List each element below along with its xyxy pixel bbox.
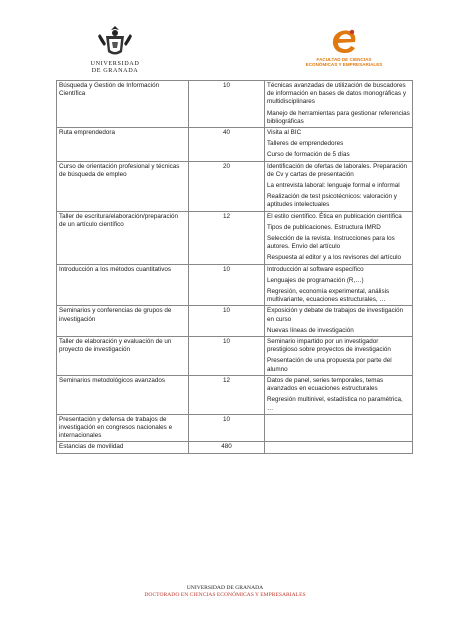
course-hours: 10 [189, 337, 265, 376]
course-name-cell [57, 211, 189, 264]
course-contents-cell [265, 161, 413, 211]
footer-university: UNIVERSIDAD DE GRANADA [186, 585, 264, 591]
course-name-cell [57, 161, 189, 211]
course-row [57, 375, 413, 414]
course-name: Curso de orientación profesional y técnicas de búsqueda de empleo [59, 162, 180, 178]
course-contents-cell [265, 128, 413, 162]
course-contents-cell [265, 442, 413, 453]
course-hours: 10 [189, 414, 265, 442]
course-content-item: Visita al BIC [267, 129, 302, 137]
faculty-e-icon [330, 29, 358, 55]
course-content-item: Talleres de emprendedores [267, 140, 344, 148]
course-name: Taller de elaboración y evaluación de un proyecto de investigación [59, 338, 172, 354]
course-content-item: La entrevista laboral: lenguaje formal e informal [267, 182, 400, 190]
course-name-cell [57, 306, 189, 337]
course-name: Seminarios y conferencias de grupos de investigación [59, 307, 172, 323]
faculty-logo [294, 29, 394, 67]
course-content-item: El estilo científico. Ética en publicación científica [267, 212, 402, 220]
course-hours: 10 [189, 306, 265, 337]
course-contents-cell [265, 337, 413, 376]
university-name-line2: DE GRANADA [91, 67, 139, 74]
course-name-cell [57, 264, 189, 306]
course-content-item: Manejo de herramientas para gestionar referencias bibliográficas [267, 109, 410, 125]
course-hours: 20 [189, 161, 265, 211]
course-name-cell [57, 337, 189, 376]
coat-of-arms-icon [96, 24, 134, 58]
course-content-item: Curso de formación de 5 días [267, 151, 350, 159]
course-name: Ruta emprendedora [59, 129, 116, 137]
course-content-item: Exposición y debate de trabajos de investigación en curso [267, 307, 404, 323]
course-row [57, 442, 413, 453]
course-hours: 480 [189, 442, 265, 453]
course-hours: 10 [189, 264, 265, 306]
course-row [57, 414, 413, 442]
course-row [57, 306, 413, 337]
course-name-cell [57, 414, 189, 442]
course-name: Presentación y defensa de trabajos de investigación en congresos nacionales e internacionales [59, 415, 173, 440]
course-name: Introducción a los métodos cuantitativos [59, 265, 172, 273]
course-content-item: Datos de panel, series temporales, temas avanzados en ecuaciones estructurales [267, 376, 384, 393]
course-content-item: Regresión, economía experimental, análisis multivariante, ecuaciones estructurales, … [267, 288, 390, 304]
university-logo [84, 24, 146, 74]
course-content-item: Técnicas avanzadas de utilización de buscadores de información en bases de datos monográficas y multidisciplinares [267, 82, 406, 106]
course-hours: 12 [189, 211, 265, 264]
courses-table-body [57, 81, 413, 454]
university-name-line1: UNIVERSIDAD [90, 60, 140, 67]
courses-table [56, 80, 413, 454]
course-content-item: Tipos de publicaciones. Estructura IMRD [267, 223, 381, 231]
course-content-item: Respuesta al editor y a los revisores del artículo [267, 254, 402, 262]
course-hours: 10 [189, 81, 265, 128]
course-content-item: Realización de test psicotécnicos: valoración y aptitudes intelectuales [267, 193, 397, 209]
course-name-cell [57, 375, 189, 414]
course-hours: 12 [189, 375, 265, 414]
faculty-name-line2: ECONÓMICAS Y EMPRESARIALES [305, 62, 383, 68]
course-content-item: Nuevas líneas de investigación [267, 326, 354, 334]
course-name: Seminarios metodológicos avanzados [59, 376, 166, 384]
course-contents-cell [265, 211, 413, 264]
course-content-item: Introducción al software específico [267, 265, 364, 273]
course-name: Estancias de movilidad [59, 443, 124, 451]
faculty-name-line1: FACULTAD DE CIENCIAS [316, 57, 372, 62]
page-footer [0, 585, 450, 599]
course-row [57, 161, 413, 211]
faculty-name [294, 57, 394, 67]
course-name: Taller de escritura/elaboración/preparación de un artículo científico [59, 212, 179, 228]
course-name: Búsqueda y Gestión de Información Científica [59, 82, 160, 98]
course-content-item: Presentación de una propuesta por parte del alumno [267, 357, 392, 373]
course-contents-cell [265, 375, 413, 414]
course-name-cell [57, 81, 189, 128]
course-name-cell [57, 442, 189, 453]
course-row [57, 337, 413, 376]
course-row [57, 81, 413, 128]
course-row [57, 128, 413, 162]
course-contents-cell [265, 264, 413, 306]
course-contents-cell [265, 306, 413, 337]
course-content-item: Identificación de ofertas de laborales. Preparación de Cv y cartas de presentación [267, 162, 408, 178]
university-name [84, 60, 146, 74]
course-hours: 40 [189, 128, 265, 162]
course-content-item: Selección de la revista. Instrucciones para los autores. Envío del artículo [267, 235, 395, 251]
course-contents-cell [265, 414, 413, 442]
course-row [57, 264, 413, 306]
course-content-item: Seminario impartido por un investigador prestigioso sobre proyectos de investigación [267, 338, 391, 354]
course-name-cell [57, 128, 189, 162]
course-content-item: Regresión multinivel, estadística no paramétrica, … [267, 396, 403, 412]
course-content-item: Lenguajes de programación (R,…) [267, 276, 364, 284]
course-row [57, 211, 413, 264]
footer-program: DOCTORADO EN CIENCIAS ECONÓMICAS Y EMPRESARIALES [144, 592, 306, 598]
course-contents-cell [265, 81, 413, 128]
